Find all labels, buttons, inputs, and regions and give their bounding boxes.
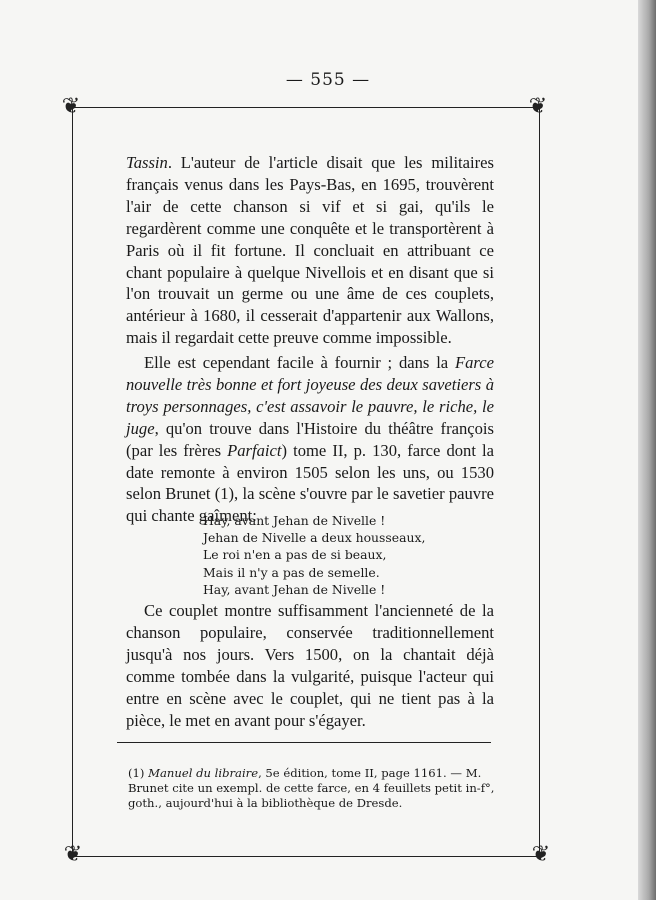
footnote-marker: (1) [128, 766, 149, 780]
page-number: — 555 — [285, 70, 371, 90]
footnote [128, 766, 498, 811]
paragraph-2 [126, 352, 494, 527]
verse-line: Mais il n'y a pas de semelle. [203, 564, 380, 580]
corner-ornament-icon: ❦ [61, 94, 81, 119]
corner-ornament-icon: ❦ [531, 842, 551, 867]
author-name: Parfaict [227, 440, 282, 460]
page-binding-edge [638, 0, 656, 900]
verse-line: Jehan de Nivelle a deux housseaux, [203, 530, 426, 546]
verse-line: Hay, avant Jehan de Nivelle ! [203, 581, 386, 597]
footnote-divider [117, 742, 491, 743]
verse-line: Le roi n'en a pas de si beaux, [203, 547, 387, 563]
farce-title: Farce nouvelle très bonne et fort joyeuse des deux savetiers à troys personnages, c'est assavoir le pauvre, le riche, le juge [126, 353, 494, 438]
verse-line: Hay, avant Jehan de Nivelle ! [203, 513, 386, 528]
paragraph-2-mid: , qu'on trouve dans l'Histoire du théâtre françois (par les frères [126, 418, 494, 460]
paragraph-1-lead: Tassin [126, 153, 168, 172]
corner-ornament-icon: ❦ [63, 842, 83, 867]
paragraph-2-intro: Elle est cependant facile à fournir ; dans la [144, 353, 455, 372]
paragraph-1 [126, 152, 494, 349]
song-verse [203, 512, 463, 598]
corner-ornament-icon: ❦ [528, 94, 548, 119]
footnote-text: , 5e édition, tome II, page 1161. — M. Brunet cite un exempl. de cette farce, en 4 feuillets petit in-f°, goth., aujourd'hui à la bibliothèque de Dresde. [128, 766, 495, 810]
paragraph-2-end: ) tome II, p. 130, farce dont la date remonte à environ 1505 selon les uns, ou 1530 selon Brunet (1), la scène s'ouvre par le savetier pauvre qui chante gaîment: [126, 440, 494, 526]
paragraph-3: Ce couplet montre suffisamment l'ancienneté de la chanson populaire, conservée traditionnellement jusqu'à nos jours. Vers 1500, on la chantait déjà comme tombée dans la vulgarité, puisque l'acteur qui entre en scène avec le couplet, qui ne tient pas à la pièce, le met en avant pour s'égayer. [126, 601, 494, 730]
footnote-title: Manuel du libraire [148, 766, 259, 780]
paragraph-1-body: . L'auteur de l'article disait que les militaires français venus dans les Pays-Bas, en 1695, trouvèrent l'air de cette chanson si vif et si gai, qu'ils le regardèrent comme une conquête et le transportèrent à Paris où il fit fortune. Il concluait en attribuant ce chant populaire à quelque Nivellois et en disant que si l'on trouvait un germe ou une âme de ces couplets, antérieur à 1680, il cesserait d'appartenir aux Wallons, mais il regardait cette preuve comme impossible. [126, 153, 494, 348]
